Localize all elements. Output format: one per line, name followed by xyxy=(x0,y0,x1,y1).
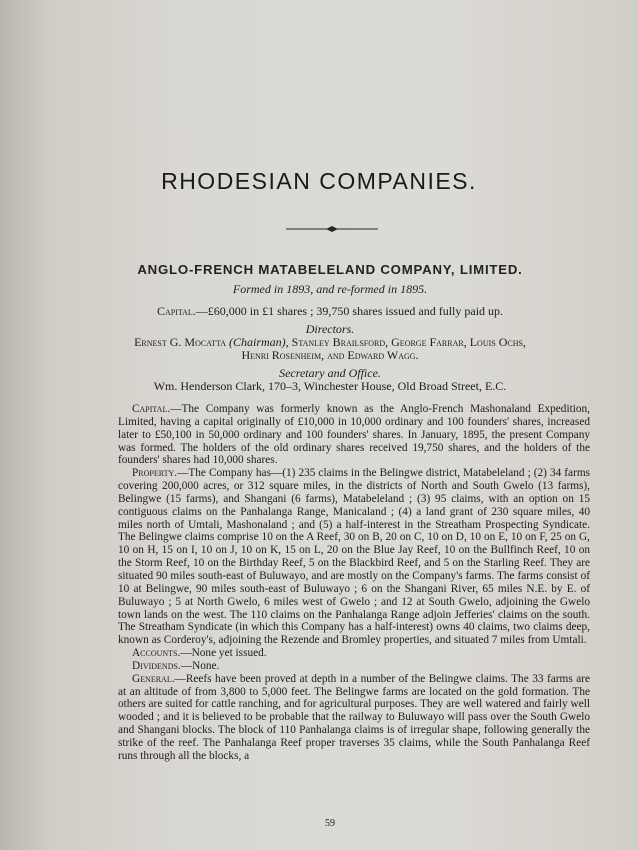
directors-heading: Directors. xyxy=(305,322,355,336)
company-name: ANGLO-FRENCH MATABELELAND COMPANY, LIMITED. xyxy=(137,262,523,277)
secretary-office: Wm. Henderson Clark, 170–3, Winchester House, Old Broad Street, E.C. xyxy=(153,379,507,393)
capital-summary xyxy=(0,304,638,319)
section-label: General. xyxy=(132,672,175,685)
page-heading: RHODESIAN COMPANIES. xyxy=(161,168,477,194)
section-text: —None yet issued. xyxy=(180,647,267,660)
directors-line-2: Henri Rosenheim, and Edward Wagg. xyxy=(241,348,419,362)
section-paragraph xyxy=(118,673,590,763)
ornamental-rule xyxy=(286,223,378,235)
section-text: —Reefs have been proved at depth in a number of the Belingwe claims. The 33 farms are at an altitude of from 3,800 to 5,000 feet. The Belingwe farms are located on the gold formation. The others are suited for cattle ranching, and for agricultural purposes. They are well watered and fairly well wooded ; and it is believed to be probable that the railway to Buluwayo will pass over the South Gwelo and Shangani blocks. The block of 110 Panhalanga claims is of irregular shape, following generally the strike of the reef. The Panhalanga Reef proper traverses 35 claims, while the South Panhalanga Reef runs through all the blocks, a xyxy=(118,672,590,762)
chairman-note: (Chairman) xyxy=(228,335,286,349)
section-paragraph xyxy=(118,647,590,660)
section-text: —None. xyxy=(180,659,220,672)
company-body-text xyxy=(118,403,590,763)
capital-summary-label: Capital. xyxy=(156,304,196,318)
page-number: 59 xyxy=(325,818,335,829)
section-paragraph xyxy=(118,660,590,673)
section-label: Accounts. xyxy=(132,647,181,660)
section-paragraph xyxy=(118,467,590,647)
formed-line: Formed in 1893, and re-formed in 1895. xyxy=(232,282,428,296)
section-text: —The Company was formerly known as the Anglo-French Mashonaland Expedition, Limited, having a capital originally of £10,000 in 10,000 ordinary and 100 founders' shares, increased later to £50,100 in 50,000 ordinary and 100 founders' shares. In January, 1895, the present Company was formed. The holders of the old ordinary shares received 19,750 shares, and the holders of the founders' shares had 10,000 shares. xyxy=(118,403,590,467)
secretary-heading: Secretary and Office. xyxy=(279,366,381,380)
section-label: Dividends. xyxy=(132,659,181,672)
section-text: —The Company has—(1) 235 claims in the Belingwe district, Matabeleland ; (2) 34 farms covering 200,000 acres, or 312 square miles, in the districts of North and South Gwelo (13 farms), Belingwe (15 farms), and Shangani (6 farms), Matabeleland ; (3) 95 claims, with an option on 15 contiguous claims on the Panhalanga Range, Manicaland ; (4) a land grant of 230 square miles, 40 miles north of Umtali, Mashonaland ; and (5) a half-interest in the Streatham Prospecting Syndicate. The Belingwe claims comprise 10 on the A Reef, 30 on B, 20 on C, 10 on D, 10 on E, 10 on F, 25 on G, 10 on H, 15 on I, 10 on J, 10 on K, 15 on L, 20 on the Blue Jay Reef, 10 on the Bullfinch Reef, 10 on the Storm Reef, 10 on the Birthday Reef, 5 on the Blackbird Reef, and 5 on the Starling Reef. They are situated 90 miles south-east of Buluwayo, and are mostly on the Company's farms. The farms consist of 10 at Belingwe, 90 miles south-east of Buluwayo ; 6 on the Shangani River, 65 miles N.E. by E. of Buluwayo ; 5 at North Gwelo, 6 miles west of Gwelo ; and 12 at South Gwelo, adjoining the Gwelo town lands on the west. The 110 claims on the Panhalanga Range adjoin Jefferies' claims on the south. The Streatham Syndicate (in which this Company has a half-interest) owns 40 claims, two claims deep, known as Corderoy's, adjoining the Rezende and Bromley properties, and situated 7 miles from Umtali. xyxy=(118,467,590,647)
directors-line-1-rest: , Stanley Brailsford, George Farrar, Louis Ochs, xyxy=(285,335,526,349)
section-paragraph xyxy=(118,403,590,467)
capital-summary-text: —£60,000 in £1 shares ; 39,750 shares issued and fully paid up. xyxy=(195,304,504,318)
section-label: Property. xyxy=(132,467,178,480)
section-label: Capital. xyxy=(132,403,171,415)
director-chairman-name: Ernest G. Mocatta xyxy=(134,335,229,349)
